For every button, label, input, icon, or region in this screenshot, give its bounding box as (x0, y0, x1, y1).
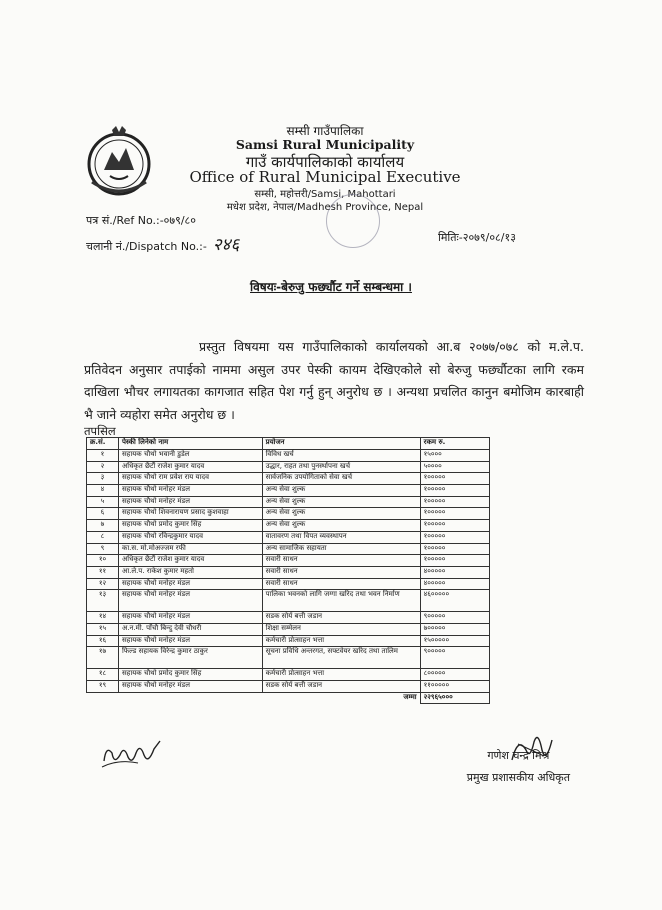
row-sn: २ (87, 461, 119, 473)
row-sn: १७ (87, 647, 119, 669)
dispatch-value: २४६ (212, 235, 240, 255)
row-amount: १००००० (420, 555, 489, 567)
row-amount: १००००० (420, 520, 489, 532)
details-heading: तपसिल (84, 424, 116, 438)
row-name: अधिकृत छैटौं राजेश कुमार यादव (118, 555, 262, 567)
row-name: सहायक चौथो प्रमोद कुमार सिंह (118, 520, 262, 532)
row-name: सहायक चौथो भवानी डुडेल (118, 450, 262, 462)
row-amount: १००००० (420, 485, 489, 497)
col-purpose: प्रयोजन (262, 438, 420, 450)
row-sn: १४ (87, 612, 119, 624)
province-line: मधेश प्रदेश, नेपाल/Madhesh Province, Nepal (226, 202, 424, 213)
row-name: सहायक चौथो रविन्द्रकुमार यादव (118, 531, 262, 543)
table-body (87, 450, 490, 704)
row-sn: ९ (87, 543, 119, 555)
row-name: सहायक चौथो मनोहर मंडल (118, 612, 262, 624)
table-row (87, 520, 490, 532)
office-name-en: Office of Rural Municipal Executive (189, 168, 461, 186)
row-amount: १००००० (420, 531, 489, 543)
address-line: सम्सी, महोत्तरी/Samsi, Mahottari (254, 189, 396, 200)
row-sn: १८ (87, 669, 119, 681)
table-header-row (87, 438, 490, 450)
row-amount: १००००० (420, 508, 489, 520)
row-name: सहायक चौथो मनोहर मंडल (118, 590, 262, 612)
row-purpose: कर्मचारी प्रोत्साहन भत्ता (262, 635, 420, 647)
row-sn: ११ (87, 566, 119, 578)
subject-line (0, 278, 662, 295)
table-row (87, 508, 490, 520)
row-amount: ९००००० (420, 612, 489, 624)
row-purpose: अन्य सेवा शुल्क (262, 485, 420, 497)
row-amount: १००००० (420, 473, 489, 485)
row-amount: १५००० (420, 450, 489, 462)
row-purpose: सार्वजनिक उपयोगिताको सेवा खर्च (262, 473, 420, 485)
row-name: आ.ले.प. राकेश कुमार महतो (118, 566, 262, 578)
row-purpose: सवारी साधन (262, 566, 420, 578)
row-sn: १९ (87, 681, 119, 693)
row-sn: १३ (87, 590, 119, 612)
row-purpose: अन्य सेवा शुल्क (262, 496, 420, 508)
row-name: सहायक चौथो मनोहर मंडल (118, 681, 262, 693)
row-name: सहायक चौथो मनोहर मंडल (118, 496, 262, 508)
row-sn: १२ (87, 578, 119, 590)
ref-number: पत्र सं./Ref No.:-०७९/८० (86, 214, 196, 227)
row-name: अ.न.मी. पाँचौ बिन्दु देवी चौधरी (118, 623, 262, 635)
row-purpose: अन्य सामाजिक सहायता (262, 543, 420, 555)
signatory-title: प्रमुख प्रशासकीय अधिकृत (466, 771, 570, 784)
table-row (87, 635, 490, 647)
row-name: सहायक चौथो मनोहर मंडल (118, 635, 262, 647)
letter-body (84, 336, 584, 426)
table-row (87, 681, 490, 693)
advance-table (86, 437, 490, 704)
row-name: का.स. मो.मोअज्जम रफी (118, 543, 262, 555)
table-row (87, 590, 490, 612)
row-amount: ५०००० (420, 461, 489, 473)
table-row (87, 669, 490, 681)
total-amount: २२९६५००० (420, 692, 489, 704)
row-purpose: शिक्षा सम्मेलन (262, 623, 420, 635)
row-sn: ८ (87, 531, 119, 543)
table-row (87, 543, 490, 555)
total-spacer (118, 692, 262, 704)
row-name: सहायक चौथो राम प्रवेश राय यादव (118, 473, 262, 485)
row-name: सहायक चौथो शिवनारायण प्रसाद कुशवाहा (118, 508, 262, 520)
row-name: अधिकृत छैटौं राजेश कुमार यादव (118, 461, 262, 473)
row-purpose: सवारी साधन (262, 578, 420, 590)
signatory-block (467, 745, 570, 789)
row-amount: ७००००० (420, 623, 489, 635)
table-row (87, 623, 490, 635)
row-purpose: विविध खर्च (262, 450, 420, 462)
row-purpose: सूचना प्रविधि अन्तरगत, सफ्टवेयर खरिद तथा तालिम (262, 647, 420, 669)
row-purpose: उद्धार, राहत तथा पुनर्स्थापना खर्च (262, 461, 420, 473)
table-row (87, 612, 490, 624)
row-amount: ४००००० (420, 566, 489, 578)
row-sn: ४ (87, 485, 119, 497)
row-sn: ३ (87, 473, 119, 485)
total-label: जम्मा (403, 692, 417, 701)
row-amount: ८००००० (420, 669, 489, 681)
row-name: सहायक चौथो प्रमोद कुमार सिंह (118, 669, 262, 681)
row-name: सहायक चौथो मनोहर मंडल (118, 485, 262, 497)
row-name: फिल्ड सहायक विरेन्द्र कुमार ठाकुर (118, 647, 262, 669)
letter-date: मितिः-२०७९/०८/१३ (438, 231, 516, 244)
table-row (87, 461, 490, 473)
row-purpose: सडक सोर्य बत्ती जडान (262, 612, 420, 624)
row-name: सहायक चौथो मनोहर मंडल (118, 578, 262, 590)
dispatch-label: चलानी नं./Dispatch No.:- (86, 240, 207, 253)
municipality-name-en: Samsi Rural Municipality (235, 137, 415, 152)
row-amount: ११००००० (420, 681, 489, 693)
col-amount: रकम रु. (420, 438, 489, 450)
municipality-name-np: सम्सी गाउँपालिका (286, 124, 364, 138)
row-sn: ७ (87, 520, 119, 532)
table-row (87, 496, 490, 508)
table-row (87, 485, 490, 497)
row-sn: ५ (87, 496, 119, 508)
nepal-emblem-logo (82, 122, 156, 200)
row-purpose: सडक सोर्य बत्ती जडान (262, 681, 420, 693)
row-purpose: कर्मचारी प्रोत्साहन भत्ता (262, 669, 420, 681)
row-amount: ४६००००० (420, 590, 489, 612)
row-purpose: सवारी साधन (262, 555, 420, 567)
table-row (87, 531, 490, 543)
row-purpose: अन्य सेवा शुल्क (262, 520, 420, 532)
dispatch-number (86, 232, 239, 255)
office-name-np: गाउँ कार्यपालिकाको कार्यालय (245, 153, 405, 171)
col-name: पेस्की लिनेको नाम (118, 438, 262, 450)
row-sn: १० (87, 555, 119, 567)
row-amount: १५००००० (420, 635, 489, 647)
table-row (87, 578, 490, 590)
row-amount: ९००००० (420, 647, 489, 669)
handwritten-signature-left (98, 735, 168, 775)
row-sn: १६ (87, 635, 119, 647)
row-purpose: पालिका भवनको लागि जग्गा खरिद तथा भवन निर्माण (262, 590, 420, 612)
signatory-name: गणेश चन्द्र मिश्र (487, 749, 550, 762)
table-total-row (87, 692, 490, 704)
row-amount: १००००० (420, 496, 489, 508)
table-row (87, 473, 490, 485)
table-row (87, 555, 490, 567)
row-amount: ४००००० (420, 578, 489, 590)
table-row (87, 647, 490, 669)
row-amount: १००००० (420, 543, 489, 555)
row-sn: १५ (87, 623, 119, 635)
row-sn: ६ (87, 508, 119, 520)
table-row (87, 566, 490, 578)
row-sn: १ (87, 450, 119, 462)
total-spacer (87, 692, 119, 704)
row-purpose: अन्य सेवा शुल्क (262, 508, 420, 520)
body-text: प्रस्तुत विषयमा यस गाउँपालिकाको कार्यालयको आ.ब २०७७/०७८ को म.ले.प. प्रतिवेदन अनुसार तपाईको नाममा असुल उपर पेस्की कायम देखिएकोले सो बेरुजु फर्छ्यौटका लागि रकम दाखिला भौचर लगायतका कागजात सहित पेश गर्नु हुन् अनुरोध छ । अन्यथा प्रचलित कानुन बमोजिम कारबाही भै जाने व्यहोरा समेत अनुरोध छ । (84, 339, 584, 422)
office-stamp (326, 194, 380, 248)
row-purpose: वातावरण तथा विपत व्यवस्थापन (262, 531, 420, 543)
subject-text: विषयः-बेरुजु फर्छ्यौट गर्ने सम्बन्धमा । (250, 280, 412, 294)
col-sn: क्र.सं. (87, 438, 119, 450)
table-row (87, 450, 490, 462)
